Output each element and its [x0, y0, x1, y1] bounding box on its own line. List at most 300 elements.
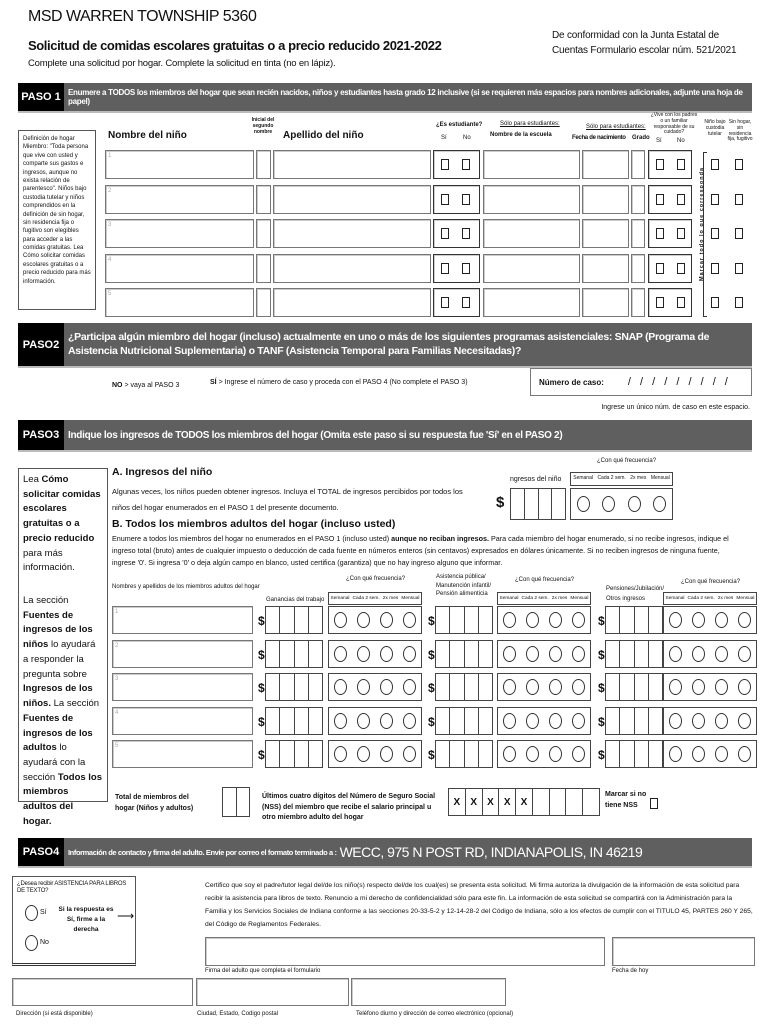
col-first-name: Nombre del niño	[108, 130, 187, 141]
case-number-label: Número de caso:	[539, 377, 604, 387]
row-number: 3	[115, 676, 119, 682]
step3-bar	[18, 420, 752, 452]
ssn-digit: X	[449, 789, 466, 815]
freq-radio[interactable]	[692, 713, 705, 729]
section-a-text: Algunas veces, los niños pueden obtener ingresos. Incluya el TOTAL de ingresos percibidos por todos los niños del hogar enumerados en el PASO 1 del presente documento.	[112, 487, 463, 512]
freq-radio[interactable]	[334, 646, 347, 662]
freq-radio[interactable]	[669, 746, 682, 762]
income-input[interactable]	[605, 740, 663, 768]
freq-headers	[497, 592, 591, 605]
income-input[interactable]	[265, 707, 323, 735]
lives-no-checkbox[interactable]	[677, 159, 685, 170]
freq-radio[interactable]	[549, 679, 562, 695]
row-number: 5	[115, 743, 119, 749]
lives-yes-checkbox[interactable]	[656, 297, 664, 308]
step2-label: PASO2	[18, 323, 64, 366]
homeless-checkbox[interactable]	[735, 159, 743, 170]
lives-yes-checkbox[interactable]	[656, 228, 664, 239]
dob-input[interactable]	[582, 219, 629, 248]
child-initial-input[interactable]	[256, 150, 271, 179]
student-yes-checkbox[interactable]	[441, 263, 449, 274]
address-field[interactable]	[12, 978, 193, 1006]
lives-with-group	[648, 219, 692, 248]
freq-radio[interactable]	[357, 746, 370, 762]
school-name-input[interactable]	[483, 219, 580, 248]
student-no-checkbox[interactable]	[462, 297, 470, 308]
side-bold: Fuentes de ingresos de los adultos	[23, 712, 93, 754]
lives-no-checkbox[interactable]	[677, 297, 685, 308]
dollar-sign: $	[496, 494, 505, 511]
income-frequency[interactable]	[328, 640, 422, 668]
arrow-right-icon: ⟶	[117, 909, 135, 923]
freq-radio[interactable]	[357, 646, 370, 662]
certification-text: Certifico que soy el padre/tutor legal del/de los niño(s) respecto del/de los cual(es) se presenta esta solicitud. Mi firma autoriza la divulgación de la información de esta solicitud para recibir la asistencia para libros de texto. Renuncio a mi derecho de confidencialidad sólo para este fin. La información de esta solicitud se compartirá con la Administración para la Familia y los Servicios Sociales de Indiana conforme a las secciones 20-33-5-2 y 12-14-28-2 del Código de Indiana, sólo a los efectos de cumplir con el TITULO 45, PARTES 260 Y 265, del Código de Reglamentos Federales.	[205, 882, 753, 928]
freq-label: 2x mes	[382, 595, 399, 601]
school-name-input[interactable]	[483, 185, 580, 214]
step4-instruction: Información de contacto y firma del adulto. Envíe por correo el formato terminado a :	[68, 847, 337, 857]
no-ssn-checkbox[interactable]	[650, 798, 658, 809]
freq-radio[interactable]	[572, 612, 585, 628]
students-only-1: Sólo para estudiantes:	[500, 121, 560, 127]
no-ssn-label: Marcar si no tiene NSS	[605, 791, 647, 809]
child-freq-options[interactable]	[570, 488, 673, 520]
freq-radio[interactable]	[526, 746, 539, 762]
assistance-header: Asistencia pública/ Manutención infantil/ Pensión alimenticia	[436, 574, 492, 598]
ssn-digit-empty[interactable]	[566, 789, 583, 815]
child-initial-input[interactable]	[256, 219, 271, 248]
earnings-header: Ganancias del trabajo	[266, 597, 325, 603]
freq-headers	[663, 592, 757, 605]
freq-radio[interactable]	[715, 679, 728, 695]
student-yes-checkbox[interactable]	[441, 159, 449, 170]
freq-radio[interactable]	[334, 713, 347, 729]
step2-yes-option[interactable]	[210, 378, 520, 387]
adult-name-input[interactable]	[112, 673, 253, 701]
foster-checkbox[interactable]	[711, 228, 719, 239]
freq-headers	[328, 592, 422, 605]
col-foster: Niño bajo custodia tutelar	[704, 119, 726, 137]
income-input[interactable]	[605, 640, 663, 668]
child-freq-headers	[570, 472, 673, 486]
no-label: NO	[112, 382, 123, 389]
dollar-sign: $	[598, 714, 605, 729]
freq-radio[interactable]	[403, 612, 416, 628]
dob-input[interactable]	[582, 150, 629, 179]
step3-sidebar	[18, 468, 108, 827]
textbook-yes-label: Sí	[40, 909, 47, 916]
side-text: Lea	[23, 474, 42, 485]
adult-name-input[interactable]	[112, 640, 253, 668]
form-instructions: Complete una solicitud por hogar. Complete la solicitud en tinta (no en lápiz).	[28, 58, 336, 69]
income-frequency[interactable]	[663, 707, 757, 735]
income-frequency[interactable]	[497, 707, 591, 735]
side-text: lo ayudará con la sección	[23, 742, 86, 783]
col-last-name: Apellido del niño	[283, 130, 364, 141]
col-lives: ¿Vive con los padres o un familiar responsable de su cuidado?	[650, 112, 698, 136]
lives-with-group	[648, 185, 692, 214]
ssn-input[interactable]	[448, 788, 600, 816]
income-input[interactable]	[605, 673, 663, 701]
income-frequency[interactable]	[663, 740, 757, 768]
freq-label: Mensual	[736, 595, 755, 601]
freq-radio[interactable]	[549, 746, 562, 762]
freq-radio[interactable]	[549, 646, 562, 662]
freq-radio[interactable]	[692, 612, 705, 628]
freq-radio[interactable]	[503, 713, 516, 729]
freq-radio[interactable]	[380, 646, 393, 662]
ssn-digit: X	[483, 789, 500, 815]
freq-radio[interactable]	[549, 713, 562, 729]
b-bold: aunque no reciban ingresos.	[391, 534, 489, 543]
adult-name-input[interactable]	[112, 606, 253, 634]
freq-radio[interactable]	[738, 679, 751, 695]
income-input[interactable]	[435, 640, 493, 668]
foster-checkbox[interactable]	[711, 194, 719, 205]
dollar-sign: $	[258, 748, 265, 762]
child-last-name-input[interactable]	[273, 150, 431, 179]
student-yes-checkbox[interactable]	[441, 297, 449, 308]
freq-question: ¿Con qué frecuencia?	[515, 577, 575, 583]
school-name-input[interactable]	[483, 254, 580, 283]
freq-label: Cada 2 sem.	[521, 595, 549, 601]
case-number-box[interactable]	[530, 368, 752, 396]
step2-text: ¿Participa algún miembro del hogar (incluso) actualmente en uno o más de los siguientes programas asistenciales: SNAP (Programa de Asistencia Nutricional Suplementaria) o TANF (Asistencia Temporal para Familias Necesitadas)?	[68, 330, 710, 357]
income-input[interactable]	[605, 606, 663, 634]
freq-radio[interactable]	[572, 713, 585, 729]
sign-hint: Si la respuesta es Sí, firme a la derecha	[58, 906, 114, 933]
signature-label: Firma del adulto que completa el formulario	[205, 968, 321, 974]
household-definition: Definición de hogar Miembro: "Toda persona que vive con usted y comparte sus gastos e ingresos, aunque no exista relación de parentesco". Niños bajo custodia tutelar y niños comprendidos en la definición de sin hogar, sin residencia fija o fugitivo son elegibles para acceder a las comidas gratuitas. Lea Cómo solicitar comidas escolares gratuitas o a precio reducido para más información.	[18, 130, 96, 310]
freq-radio[interactable]	[692, 646, 705, 662]
freq-radio[interactable]	[380, 612, 393, 628]
freq-radio[interactable]	[403, 646, 416, 662]
freq-radio[interactable]	[715, 646, 728, 662]
income-frequency[interactable]	[663, 673, 757, 701]
income-frequency[interactable]	[497, 640, 591, 668]
freq-radio[interactable]	[669, 646, 682, 662]
freq-radio[interactable]	[380, 746, 393, 762]
students-only-2: Sólo para estudiantes:	[586, 124, 646, 130]
compliance-line-1: De conformidad con la Junta Estatal de	[552, 30, 719, 41]
child-first-name-input[interactable]	[105, 288, 254, 317]
freq-radio[interactable]	[526, 679, 539, 695]
phone-label: Teléfono diurno y dirección de correo electrónico (opcional)	[356, 1011, 514, 1017]
pensions-header: Pensiones/Jubilación/ Otros ingresos	[606, 586, 665, 602]
income-input[interactable]	[435, 606, 493, 634]
phone-field[interactable]	[351, 978, 506, 1006]
date-label: Fecha de hoy	[612, 968, 649, 974]
freq-radio[interactable]	[653, 496, 666, 512]
row-number: 5	[108, 291, 112, 297]
freq-radio[interactable]	[715, 713, 728, 729]
lives-no-checkbox[interactable]	[677, 194, 685, 205]
signature-field[interactable]	[205, 937, 605, 966]
freq-radio[interactable]	[526, 713, 539, 729]
city-label: Ciudad, Estado, Codigo postal	[197, 1011, 279, 1017]
section-b-text	[112, 533, 732, 569]
income-frequency[interactable]	[497, 673, 591, 701]
freq-label: 2x mes	[717, 595, 734, 601]
lives-with-group	[648, 150, 692, 179]
student-yes-checkbox[interactable]	[441, 228, 449, 239]
freq-radio[interactable]	[334, 612, 347, 628]
income-frequency[interactable]	[328, 673, 422, 701]
grade-input[interactable]	[631, 254, 645, 283]
freq-label: Semanal	[330, 595, 350, 601]
income-frequency[interactable]	[663, 640, 757, 668]
freq-radio[interactable]	[549, 612, 562, 628]
child-initial-input[interactable]	[256, 254, 271, 283]
freq-radio[interactable]	[669, 612, 682, 628]
freq-radio[interactable]	[669, 679, 682, 695]
freq-radio[interactable]	[669, 713, 682, 729]
lives-with-group	[648, 288, 692, 317]
row-number: 1	[108, 153, 112, 159]
adult-name-input[interactable]	[112, 707, 253, 735]
freq-radio[interactable]	[738, 746, 751, 762]
adult-names-header: Nombres y apellidos de los miembros adultos del hogar	[112, 584, 260, 590]
form-title: Solicitud de comidas escolares gratuitas o a precio reducido 2021-2022	[28, 38, 442, 53]
homeless-checkbox[interactable]	[735, 263, 743, 274]
dollar-sign: $	[428, 614, 435, 628]
income-input[interactable]	[265, 640, 323, 668]
freq-radio[interactable]	[738, 646, 751, 662]
freq-radio[interactable]	[357, 612, 370, 628]
freq-radio[interactable]	[503, 646, 516, 662]
step1-text: Enumere a TODOS los miembros del hogar que sean recién nacidos, niños y estudiantes hasta grado 12 inclusive (si se requieren más espacios para nombres adicionales, adjunte una hoja de papel)	[68, 87, 743, 106]
freq-radio[interactable]	[503, 612, 516, 628]
adult-name-input[interactable]	[112, 740, 253, 768]
freq-radio[interactable]	[526, 646, 539, 662]
homeless-checkbox[interactable]	[735, 297, 743, 308]
freq-radio[interactable]	[357, 713, 370, 729]
col-grade: Grado	[632, 135, 650, 141]
freq-label: Cada 2 sem.	[597, 475, 626, 482]
freq-question: ¿Con qué frecuencia?	[346, 576, 406, 582]
freq-label: Cada 2 sem.	[352, 595, 380, 601]
income-input[interactable]	[435, 740, 493, 768]
freq-radio[interactable]	[572, 746, 585, 762]
child-last-name-input[interactable]	[273, 288, 431, 317]
freq-radio[interactable]	[715, 612, 728, 628]
freq-radio[interactable]	[503, 679, 516, 695]
income-input[interactable]	[265, 606, 323, 634]
income-frequency[interactable]	[328, 740, 422, 768]
col-lives-no: No	[677, 138, 685, 144]
freq-radio[interactable]	[403, 679, 416, 695]
income-frequency[interactable]	[663, 606, 757, 634]
lives-yes-checkbox[interactable]	[656, 194, 664, 205]
row-number: 1	[115, 609, 119, 615]
student-yes-checkbox[interactable]	[441, 194, 449, 205]
child-income-input[interactable]	[510, 488, 566, 520]
freq-label: Semanal	[665, 595, 685, 601]
income-input[interactable]	[605, 707, 663, 735]
mark-all-vertical: Marcar todo lo que corresponda	[699, 166, 705, 281]
side-bold: Ingresos de los niños.	[23, 683, 93, 710]
child-last-name-input[interactable]	[273, 185, 431, 214]
dollar-sign: $	[258, 647, 265, 662]
grade-input[interactable]	[631, 219, 645, 248]
homeless-checkbox[interactable]	[735, 228, 743, 239]
lives-no-checkbox[interactable]	[677, 263, 685, 274]
freq-radio[interactable]	[715, 746, 728, 762]
freq-radio[interactable]	[380, 713, 393, 729]
side-text: La sección	[23, 595, 69, 607]
address-label: Dirección (si está disponible)	[16, 1011, 93, 1017]
homeless-checkbox[interactable]	[735, 194, 743, 205]
freq-label: Semanal	[499, 595, 519, 601]
grade-input[interactable]	[631, 185, 645, 214]
dollar-sign: $	[258, 681, 265, 695]
col-lives-yes: Sí	[656, 138, 662, 144]
no-text: > vaya al PASO 3	[122, 382, 180, 389]
freq-radio[interactable]	[628, 496, 641, 512]
school-name-input[interactable]	[483, 150, 580, 179]
textbook-no-radio[interactable]	[25, 935, 38, 951]
col-dob: Fecha de nacimiento	[572, 135, 626, 141]
dollar-sign: $	[258, 614, 265, 628]
b-text: Para cada miembro del hogar enumerado, si no recibe ingresos, indique el ingreso total (bruto) antes de cualquier impuesto o deducción de cada fuente en números enteros (sin centavos) expresados en dólares únicamente. Si no reciben ingresos de ninguna fuente, ingrese '0'. Si ingresa '0' o deja algún campo en blanco, usted certifica (garantiza) que no hay ingreso alguno que informar.	[112, 534, 729, 567]
step4-label: PASO4	[18, 838, 64, 866]
city-field[interactable]	[196, 978, 349, 1006]
freq-label: Cada 2 sem.	[687, 595, 715, 601]
child-last-name-input[interactable]	[273, 219, 431, 248]
foster-checkbox[interactable]	[711, 263, 719, 274]
child-freq-question: ¿Con qué frecuencia?	[597, 458, 657, 464]
income-input[interactable]	[435, 673, 493, 701]
freq-radio[interactable]	[738, 713, 751, 729]
child-first-name-input[interactable]	[105, 150, 254, 179]
freq-radio[interactable]	[503, 746, 516, 762]
lives-yes-checkbox[interactable]	[656, 159, 664, 170]
step3-text: Indique los ingresos de TODOS los miembros del hogar (Omita este paso si su respuesta fue 'Sí' en el PASO 2)	[68, 429, 563, 441]
lives-yes-checkbox[interactable]	[656, 263, 664, 274]
freq-radio[interactable]	[738, 612, 751, 628]
student-no-checkbox[interactable]	[462, 194, 470, 205]
textbook-yes-radio[interactable]	[25, 905, 38, 921]
grade-input[interactable]	[631, 288, 645, 317]
freq-label: Mensual	[401, 595, 420, 601]
freq-question: ¿Con qué frecuencia?	[681, 579, 741, 585]
step2-bar	[18, 323, 752, 368]
child-first-name-input[interactable]	[105, 254, 254, 283]
mailing-address: WECC, 975 N POST RD, INDIANAPOLIS, IN 46219	[339, 844, 643, 860]
freq-radio[interactable]	[572, 646, 585, 662]
freq-radio[interactable]	[526, 612, 539, 628]
freq-radio[interactable]	[572, 679, 585, 695]
income-frequency[interactable]	[497, 740, 591, 768]
side-bold: Cómo solicitar comidas escolares gratuitas o a precio reducido	[23, 474, 101, 544]
case-number-slashes: / / / / / / / / /	[627, 376, 731, 388]
freq-label: 2x mes	[630, 475, 647, 482]
compliance-block	[552, 28, 752, 58]
side-bold: Fuentes de ingresos de los niños	[23, 609, 93, 651]
col-initial: Inicial del segundo nombre	[251, 117, 275, 135]
ssn-digit-empty[interactable]	[550, 789, 567, 815]
ssn-digit-empty[interactable]	[533, 789, 550, 815]
school-name-input[interactable]	[483, 288, 580, 317]
col-student-yes: Sí	[441, 135, 447, 141]
dob-input[interactable]	[582, 288, 629, 317]
col-student-no: No	[463, 135, 471, 141]
student-no-checkbox[interactable]	[462, 159, 470, 170]
side-bold: Todos los miembros adultos del hogar.	[23, 771, 103, 827]
freq-radio[interactable]	[692, 746, 705, 762]
freq-radio[interactable]	[692, 679, 705, 695]
row-number: 4	[115, 709, 119, 716]
textbook-no-label: No	[40, 939, 49, 946]
date-field[interactable]	[612, 937, 755, 966]
freq-radio[interactable]	[380, 679, 393, 695]
district-name: MSD WARREN TOWNSHIP 5360	[28, 8, 257, 25]
b-text: Enumere a todos los miembros del hogar no enumerados en el PASO 1 (incluso usted)	[112, 534, 392, 543]
dollar-sign: $	[428, 748, 435, 762]
dollar-sign: $	[258, 714, 265, 729]
lives-no-checkbox[interactable]	[677, 228, 685, 239]
foster-checkbox[interactable]	[711, 159, 719, 170]
dob-input[interactable]	[582, 254, 629, 283]
ssn-digit-empty[interactable]	[583, 789, 599, 815]
child-first-name-input[interactable]	[105, 219, 254, 248]
income-input[interactable]	[265, 673, 323, 701]
student-no-checkbox[interactable]	[462, 263, 470, 274]
child-last-name-input[interactable]	[273, 254, 431, 283]
yes-text: > Ingrese el número de caso y proceda con el PASO 4 (No complete el PASO 3)	[216, 379, 468, 386]
textbook-question: ¿Desea recibir ASISTENCIA PARA LIBROS DE TEXTO?	[17, 881, 127, 895]
income-frequency[interactable]	[328, 707, 422, 735]
income-frequency[interactable]	[497, 606, 591, 634]
freq-radio[interactable]	[334, 679, 347, 695]
grade-input[interactable]	[631, 150, 645, 179]
freq-radio[interactable]	[602, 496, 615, 512]
child-initial-input[interactable]	[256, 185, 271, 214]
row-number: 2	[108, 187, 112, 194]
dollar-sign: $	[428, 647, 435, 662]
side-text: lo ayudará a responder la pregunta sobre	[23, 639, 96, 680]
income-input[interactable]	[435, 707, 493, 735]
freq-radio[interactable]	[357, 679, 370, 695]
income-input[interactable]	[265, 740, 323, 768]
compliance-line-2: Cuentas Formulario escolar núm. 521/2021	[552, 45, 737, 56]
ssn-digit: X	[466, 789, 483, 815]
step2-no-option[interactable]	[112, 382, 179, 389]
ssn-digit: X	[516, 789, 533, 815]
freq-radio[interactable]	[577, 496, 590, 512]
side-text: La sección	[50, 698, 100, 710]
dob-input[interactable]	[582, 185, 629, 214]
dollar-sign: $	[428, 714, 435, 729]
ssn-digit: X	[499, 789, 516, 815]
total-members-input[interactable]	[222, 787, 250, 817]
freq-radio[interactable]	[403, 713, 416, 729]
income-frequency[interactable]	[328, 606, 422, 634]
bracket	[703, 152, 707, 317]
freq-radio[interactable]	[403, 746, 416, 762]
freq-label: Mensual	[570, 595, 589, 601]
student-no-checkbox[interactable]	[462, 228, 470, 239]
step1-label: PASO 1	[18, 83, 64, 111]
child-initial-input[interactable]	[256, 288, 271, 317]
dollar-sign: $	[598, 748, 605, 762]
dollar-sign: $	[598, 681, 605, 695]
section-b-title: B. Todos los miembros adultos del hogar (incluso usted)	[112, 518, 396, 530]
foster-checkbox[interactable]	[711, 297, 719, 308]
yes-label: SÍ	[210, 379, 217, 386]
freq-radio[interactable]	[334, 746, 347, 762]
col-homeless: Sin hogar, sin residencia fija, fugitivo	[727, 119, 753, 143]
child-first-name-input[interactable]	[105, 185, 254, 214]
